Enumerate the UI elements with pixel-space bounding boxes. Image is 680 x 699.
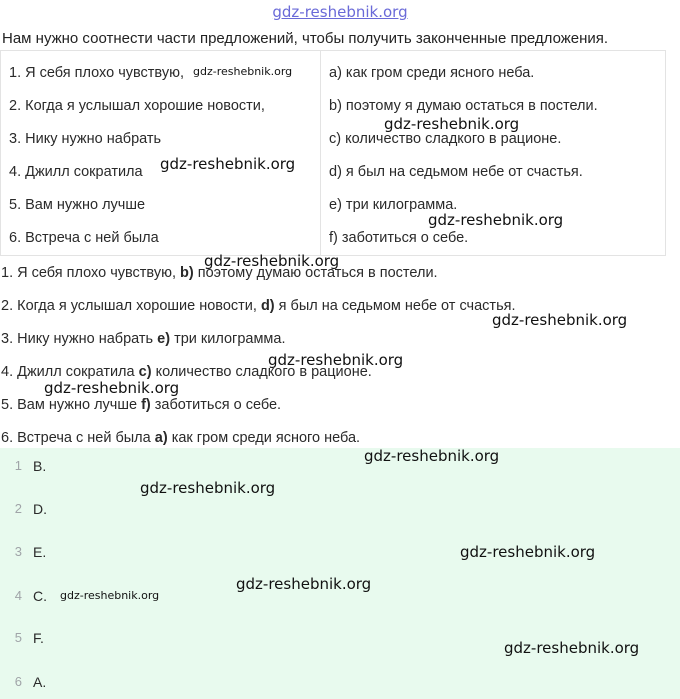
table-cell-left: 2. Когда я услышал хорошие новости, bbox=[9, 98, 265, 114]
answer-start: 4. Джилл сократила bbox=[1, 364, 135, 380]
watermark: gdz-reshebnik.org bbox=[460, 543, 596, 561]
table-cell-right: e) три килограмма. bbox=[329, 197, 458, 213]
answer-start: 2. Когда я услышал хорошие новости, bbox=[1, 298, 257, 314]
site-header bbox=[0, 0, 680, 26]
watermark: gdz-reshebnik.org bbox=[428, 211, 564, 229]
answer-letter: d) bbox=[260, 298, 275, 314]
watermark: gdz-reshebnik.org bbox=[492, 311, 628, 329]
answer-end: как гром среди ясного неба. bbox=[171, 430, 361, 446]
table-cell-left: 5. Вам нужно лучше bbox=[9, 197, 146, 213]
matching-table bbox=[0, 50, 666, 256]
watermark: gdz-reshebnik.org bbox=[364, 447, 500, 465]
code-text: D. bbox=[33, 501, 47, 517]
code-line bbox=[0, 498, 680, 520]
watermark: gdz-reshebnik.org bbox=[193, 65, 293, 78]
code-text: B. bbox=[33, 458, 47, 474]
answer-letter: a) bbox=[154, 430, 168, 446]
watermark: gdz-reshebnik.org bbox=[60, 589, 160, 602]
table-row bbox=[1, 189, 665, 222]
watermark: gdz-reshebnik.org bbox=[268, 351, 404, 369]
watermark: gdz-reshebnik.org bbox=[504, 639, 640, 657]
table-cell-right: d) я был на седьмом небе от счастья. bbox=[329, 164, 583, 180]
answer-end: поэтому думаю остаться в постели. bbox=[197, 265, 438, 281]
table-row bbox=[1, 57, 665, 90]
answer-start: 6. Встреча с ней была bbox=[1, 430, 151, 446]
answer-end: заботиться о себе. bbox=[154, 397, 282, 413]
line-number: 6 bbox=[14, 674, 22, 689]
table-row bbox=[1, 90, 665, 123]
watermark: gdz-reshebnik.org bbox=[204, 252, 340, 270]
watermark: gdz-reshebnik.org bbox=[236, 575, 372, 593]
answer-line bbox=[1, 330, 285, 348]
code-line bbox=[0, 455, 680, 477]
answer-start: 1. Я себя плохо чувствую, bbox=[1, 265, 176, 281]
table-cell-right: a) как гром среди ясного неба. bbox=[329, 65, 535, 81]
table-row bbox=[1, 222, 665, 255]
answer-letter: b) bbox=[180, 265, 194, 281]
line-number: 2 bbox=[14, 501, 22, 516]
site-title-link[interactable]: gdz-reshebnik.org bbox=[272, 3, 408, 21]
code-text: E. bbox=[33, 544, 47, 560]
table-cell-left: 3. Нику нужно набрать bbox=[9, 131, 162, 147]
answer-letter: c) bbox=[138, 364, 152, 380]
table-row bbox=[1, 156, 665, 189]
table-cell-right: c) количество сладкого в рационе. bbox=[329, 131, 562, 147]
answer-line bbox=[1, 297, 516, 315]
answer-line bbox=[1, 396, 281, 414]
line-number: 4 bbox=[14, 588, 22, 603]
line-number: 5 bbox=[14, 630, 22, 645]
table-cell-left: 4. Джилл сократила bbox=[9, 164, 143, 180]
answer-letter: f) bbox=[141, 397, 151, 413]
code-text: F. bbox=[33, 630, 44, 646]
answer-end: количество сладкого в рационе. bbox=[155, 364, 372, 380]
table-cell-left: 1. Я себя плохо чувствую, bbox=[9, 65, 184, 81]
table-cell-right: f) заботиться о себе. bbox=[329, 230, 469, 246]
answer-end: я был на седьмом небе от счастья. bbox=[278, 298, 516, 314]
answer-letter: e) bbox=[157, 331, 171, 347]
watermark: gdz-reshebnik.org bbox=[140, 479, 276, 497]
line-number: 1 bbox=[14, 458, 22, 473]
code-text: C. bbox=[33, 588, 47, 604]
task-intro: Нам нужно соотнести части предложений, чтобы получить законченные предложения. bbox=[2, 30, 609, 47]
answer-start: 3. Нику нужно набрать bbox=[1, 331, 154, 347]
answer-end: три килограмма. bbox=[174, 331, 286, 347]
code-line bbox=[0, 671, 680, 693]
answer-start: 5. Вам нужно лучше bbox=[1, 397, 138, 413]
line-number: 3 bbox=[14, 544, 22, 559]
table-cell-right: b) поэтому я думаю остаться в постели. bbox=[329, 98, 598, 114]
watermark: gdz-reshebnik.org bbox=[384, 115, 520, 133]
watermark: gdz-reshebnik.org bbox=[44, 379, 180, 397]
table-row bbox=[1, 123, 665, 156]
answer-line bbox=[1, 429, 360, 447]
code-text: A. bbox=[33, 674, 47, 690]
answer-code-block bbox=[0, 448, 680, 699]
watermark: gdz-reshebnik.org bbox=[160, 155, 296, 173]
table-cell-left: 6. Встреча с ней была bbox=[9, 230, 159, 246]
